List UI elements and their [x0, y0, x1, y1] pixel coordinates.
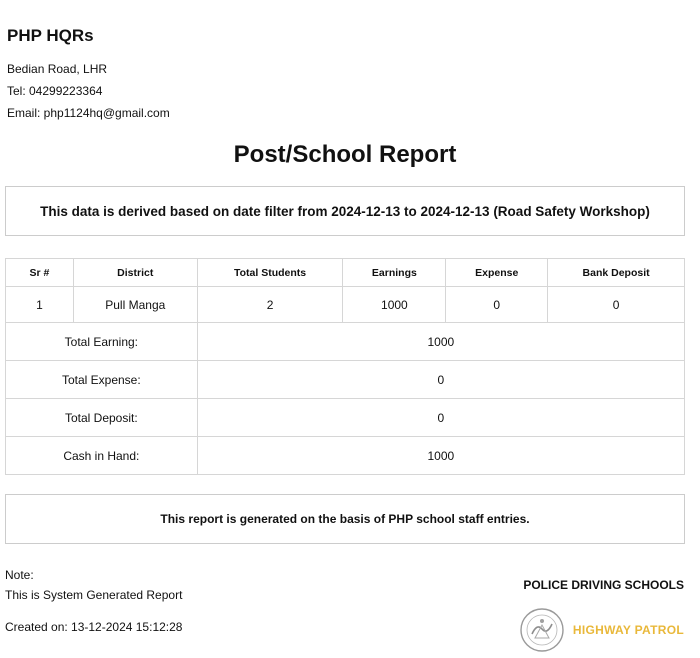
report-table: [5, 258, 685, 475]
header-earnings: Earnings: [343, 259, 446, 287]
report-title: Post/School Report: [233, 141, 457, 168]
summary-label: Cash in Hand:: [6, 437, 198, 475]
date-filter-box: [5, 186, 685, 236]
footer-note-text: This report is generated on the basis of PHP school staff entries.: [160, 512, 530, 526]
summary-value: 0: [197, 399, 684, 437]
summary-label: Total Expense:: [6, 361, 198, 399]
cell-sr: 1: [6, 287, 74, 323]
footer-note-box: [5, 494, 685, 544]
cell-earnings: 1000: [343, 287, 446, 323]
cell-expense: 0: [446, 287, 548, 323]
table-row: [6, 287, 685, 323]
summary-value: 1000: [197, 323, 684, 361]
system-note: This is System Generated Report: [5, 588, 183, 602]
highway-patrol-emblem-icon: [519, 607, 565, 653]
cell-district: Pull Manga: [73, 287, 197, 323]
header-expense: Expense: [446, 259, 548, 287]
header-bank-deposit: Bank Deposit: [548, 259, 685, 287]
cell-total-students: 2: [197, 287, 343, 323]
highway-patrol-logo: [519, 607, 684, 653]
logo-text: HIGHWAY PATROL: [572, 623, 684, 637]
header-total-students: Total Students: [197, 259, 343, 287]
summary-label: Total Earning:: [6, 323, 198, 361]
summary-value: 0: [197, 361, 684, 399]
summary-row-total-expense: [6, 361, 685, 399]
org-email: Email: php1124hq@gmail.com: [7, 106, 170, 120]
created-on: Created on: 13-12-2024 15:12:28: [5, 620, 183, 634]
org-address: Bedian Road, LHR: [7, 62, 108, 76]
header-district: District: [73, 259, 197, 287]
summary-row-cash-in-hand: [6, 437, 685, 475]
schools-name: POLICE DRIVING SCHOOLS: [523, 578, 684, 592]
org-tel: Tel: 04299223364: [7, 84, 103, 98]
date-filter-text: This data is derived based on date filter from 2024-12-13 to 2024-12-13 (Road Safety Workshop): [40, 203, 650, 219]
note-label: Note:: [5, 568, 34, 582]
summary-value: 1000: [197, 437, 684, 475]
summary-label: Total Deposit:: [6, 399, 198, 437]
header-sr: Sr #: [6, 259, 74, 287]
table-header-row: [6, 259, 685, 287]
org-name: PHP HQRs: [7, 26, 94, 45]
cell-bank-deposit: 0: [548, 287, 685, 323]
summary-row-total-deposit: [6, 399, 685, 437]
summary-row-total-earning: [6, 323, 685, 361]
